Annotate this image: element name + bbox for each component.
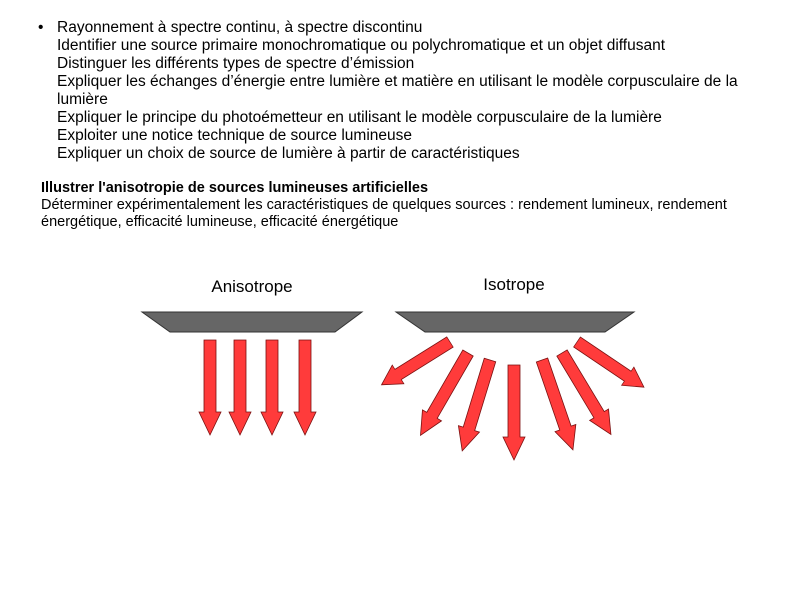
objective-text-1: Rayonnement à spectre continu, à spectre discontinu <box>57 19 423 36</box>
objectives-list <box>38 19 778 163</box>
light-source-diagram <box>0 255 800 475</box>
objective-text-6: Exploiter une notice technique de source lumineuse <box>57 127 413 144</box>
objective-text-3: Distinguer les différents types de spectre d’émission <box>57 55 415 72</box>
objective-item-5 <box>38 109 778 127</box>
objective-item-7 <box>38 145 778 163</box>
anisotrope-arrow-3 <box>261 340 283 435</box>
objective-text-2: Identifier une source primaire monochromatique ou polychromatique et un objet diffusant <box>57 37 666 54</box>
anisotrope-arrow-4 <box>294 340 316 435</box>
section-body: Déterminer expérimentalement les caractéristiques de quelques sources : rendement lumineux, rendement énergétique, efficacité lumineuse, efficacité énergétique <box>41 197 727 230</box>
anisotrope-label: Anisotrope <box>211 277 293 296</box>
objective-item-2 <box>38 37 778 55</box>
objective-item-1 <box>38 19 778 37</box>
anisotrope-source-panel <box>142 312 362 332</box>
bullet-dot-icon: • <box>38 19 44 36</box>
objective-text-4: Expliquer les échanges d’énergie entre lumière et matière en utilisant le modèle corpusculaire de la lumière <box>57 73 738 108</box>
isotrope-arrow-4 <box>503 365 525 460</box>
anisotrope-arrow-2 <box>229 340 251 435</box>
objective-item-3 <box>38 55 778 73</box>
objective-text-5: Expliquer le principe du photoémetteur en utilisant le modèle corpusculaire de la lumière <box>57 109 662 126</box>
section-title: Illustrer l'anisotropie de sources lumineuses artificielles <box>41 180 429 196</box>
objective-text-7: Expliquer un choix de source de lumière à partir de caractéristiques <box>57 145 520 162</box>
isotrope-label: Isotrope <box>483 275 545 294</box>
anisotropy-section <box>41 180 771 231</box>
isotrope-source-panel <box>396 312 634 332</box>
anisotrope-arrow-1 <box>199 340 221 435</box>
isotrope-arrows <box>376 333 650 460</box>
objective-item-4 <box>38 73 778 109</box>
objective-item-6 <box>38 127 778 145</box>
anisotrope-arrows <box>199 340 316 435</box>
